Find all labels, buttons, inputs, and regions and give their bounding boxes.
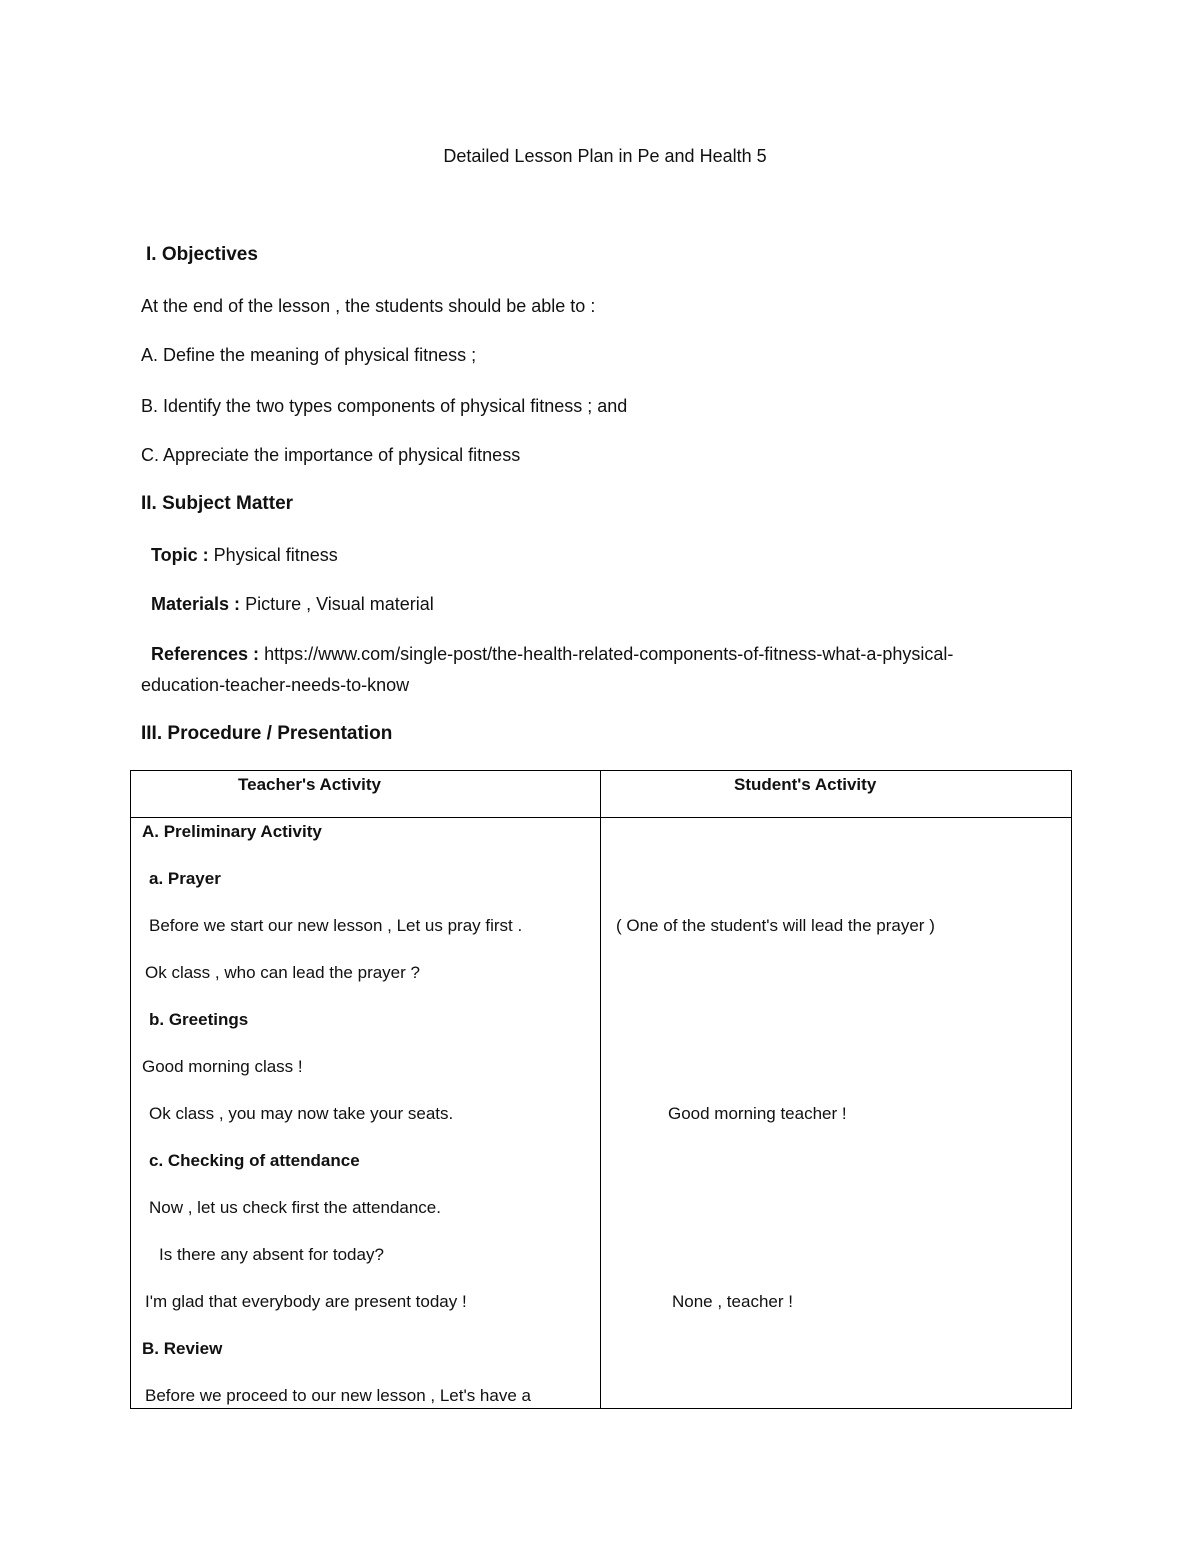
prayer-subheading: a. Prayer — [149, 869, 221, 888]
teacher-line: Ok class , who can lead the prayer ? — [145, 963, 420, 982]
preliminary-activity-heading: A. Preliminary Activity — [142, 822, 322, 841]
materials-line — [151, 593, 434, 615]
materials-label: Materials : — [151, 594, 241, 614]
procedure-table-body-row — [131, 818, 1072, 1409]
attendance-subheading: c. Checking of attendance — [149, 1151, 360, 1170]
student-column-header — [601, 771, 1072, 818]
review-heading: B. Review — [142, 1339, 223, 1358]
objectives-intro: At the end of the lesson , the students should be able to : — [141, 296, 596, 316]
teacher-column-label: Teacher's Activity — [238, 775, 381, 794]
references-value-line1: https://www.com/single-post/the-health-related-components-of-fitness-what-a-physical- — [264, 644, 954, 664]
teacher-line: Before we proceed to our new lesson , Let's have a — [145, 1386, 531, 1405]
references-line — [151, 643, 953, 665]
objective-item-b: B. Identify the two types components of physical fitness ; and — [141, 396, 628, 416]
student-activity-cell — [601, 818, 1072, 1409]
objective-item-c: C. Appreciate the importance of physical fitness — [141, 445, 521, 465]
teacher-line: Ok class , you may now take your seats. — [149, 1104, 454, 1123]
materials-value: Picture , Visual material — [245, 594, 434, 614]
references-value-line2: education-teacher-needs-to-know — [141, 675, 410, 695]
greetings-subheading: b. Greetings — [149, 1010, 249, 1029]
teacher-line: Good morning class ! — [142, 1057, 303, 1076]
procedure-table-header-row — [131, 771, 1072, 818]
student-line: Good morning teacher ! — [668, 1104, 847, 1123]
procedure-table — [130, 770, 1072, 1409]
teacher-line: Before we start our new lesson , Let us pray first . — [149, 916, 523, 935]
document-title: Detailed Lesson Plan in Pe and Health 5 — [443, 146, 767, 166]
teacher-line: Is there any absent for today? — [159, 1245, 384, 1264]
objective-item-a: A. Define the meaning of physical fitness ; — [141, 345, 477, 365]
teacher-line: Now , let us check first the attendance. — [149, 1198, 441, 1217]
student-line: None , teacher ! — [672, 1292, 793, 1311]
topic-value: Physical fitness — [213, 545, 338, 565]
teacher-line: I'm glad that everybody are present today ! — [145, 1292, 467, 1311]
procedure-heading: III. Procedure / Presentation — [141, 723, 393, 744]
teacher-activity-cell — [131, 818, 601, 1409]
objectives-heading: I. Objectives — [146, 244, 258, 265]
topic-label: Topic : — [151, 545, 209, 565]
subject-matter-heading: II. Subject Matter — [141, 493, 294, 514]
topic-line — [151, 544, 338, 566]
teacher-column-header — [131, 771, 601, 818]
references-label: References : — [151, 644, 260, 664]
student-line: ( One of the student's will lead the prayer ) — [616, 916, 935, 935]
student-column-label: Student's Activity — [734, 775, 877, 794]
